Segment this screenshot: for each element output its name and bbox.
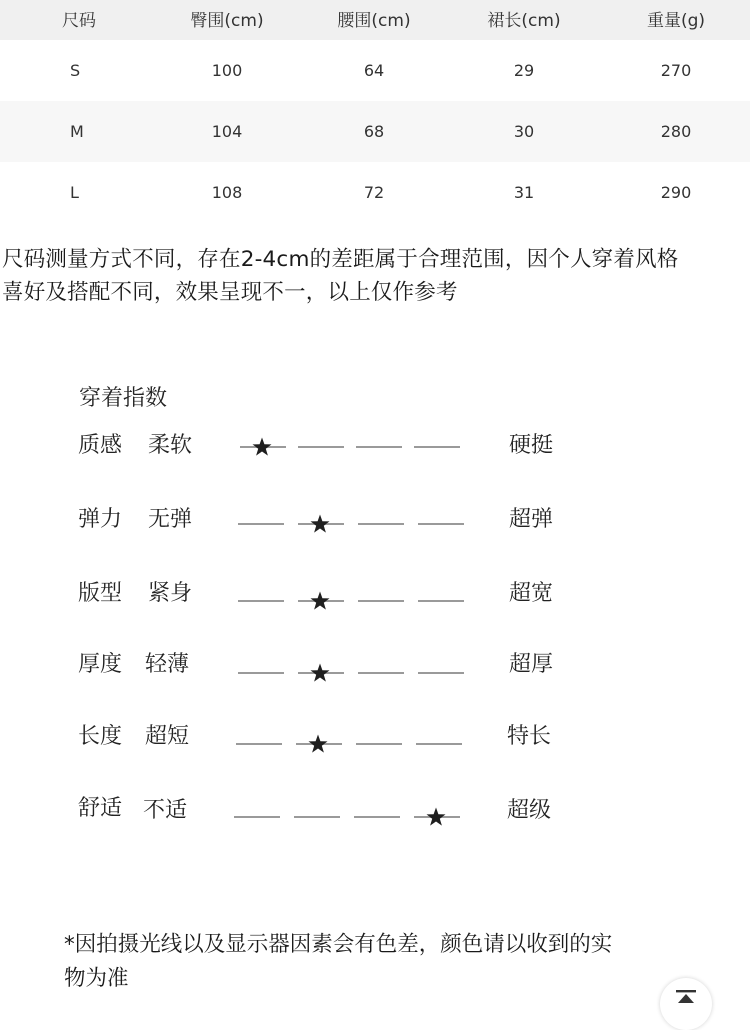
scale-segment xyxy=(418,600,464,602)
header-weight: 重量(g) xyxy=(646,11,706,31)
scale-right-label: 超级 xyxy=(507,798,552,823)
header-hip: 臀围(cm) xyxy=(190,11,264,31)
attribute-name: 版型 xyxy=(78,581,123,606)
scale-right-label: 特长 xyxy=(507,724,552,749)
attribute-name: 弹力 xyxy=(78,507,123,532)
scale-segment xyxy=(294,816,340,818)
cell-waist: 64 xyxy=(363,61,385,80)
star-icon xyxy=(426,807,446,827)
attribute-name: 厚度 xyxy=(78,652,123,677)
scale-left-label: 不适 xyxy=(143,798,188,823)
scale-segment xyxy=(416,743,462,745)
scale-segment xyxy=(238,672,284,674)
header-waist: 腰围(cm) xyxy=(337,11,411,31)
cell-hip: 104 xyxy=(211,122,243,141)
wear-index-row-fit xyxy=(0,577,750,611)
star-icon xyxy=(308,734,328,754)
scale-segment xyxy=(236,743,282,745)
scale-segment xyxy=(418,672,464,674)
size-table xyxy=(0,0,750,223)
cell-size: L xyxy=(70,183,79,202)
scale-segment xyxy=(238,523,284,525)
color-note-line-1: *因拍摄光线以及显示器因素会有色差，颜色请以收到的实 xyxy=(64,932,613,957)
cell-skirt-length: 29 xyxy=(513,61,535,80)
scale-segment xyxy=(356,743,402,745)
scale-segment xyxy=(356,446,402,448)
measurement-note xyxy=(2,243,748,309)
wear-index-row-texture xyxy=(0,429,750,463)
wear-index-row-length xyxy=(0,720,750,754)
scale-right-label: 硬挺 xyxy=(509,433,554,458)
scale-segment xyxy=(414,446,460,448)
scale-left-label: 紧身 xyxy=(148,581,193,606)
star-icon xyxy=(310,514,330,534)
color-note-line-2: 物为准 xyxy=(64,966,129,991)
cell-weight: 270 xyxy=(660,61,692,80)
back-to-top-button[interactable] xyxy=(660,978,712,1030)
color-difference-note xyxy=(64,928,704,996)
cell-skirt-length: 31 xyxy=(513,183,535,202)
table-row xyxy=(0,40,750,101)
cell-size: S xyxy=(70,61,81,80)
attribute-name: 质感 xyxy=(78,433,123,458)
star-icon xyxy=(252,437,272,457)
size-table-header xyxy=(0,0,750,40)
scale-segment xyxy=(358,672,404,674)
table-row xyxy=(0,162,750,223)
scale-right-label: 超厚 xyxy=(509,652,554,677)
cell-skirt-length: 30 xyxy=(513,122,535,141)
star-icon xyxy=(310,591,330,611)
scale-left-label: 轻薄 xyxy=(145,652,190,677)
scale-left-label: 柔软 xyxy=(148,433,193,458)
cell-waist: 72 xyxy=(363,183,385,202)
wear-index-title: 穿着指数 xyxy=(79,386,168,411)
cell-weight: 280 xyxy=(660,122,692,141)
scale-segment xyxy=(418,523,464,525)
measurement-note-line-2: 喜好及搭配不同，效果呈现不一，以上仅作参考 xyxy=(2,280,458,305)
header-skirt-length: 裙长(cm) xyxy=(487,11,561,31)
scale-left-label: 超短 xyxy=(145,724,190,749)
table-row xyxy=(0,101,750,162)
measurement-note-line-1: 尺码测量方式不同，存在2-4cm的差距属于合理范围，因个人穿着风格 xyxy=(2,247,679,272)
wear-index-row-elasticity xyxy=(0,503,750,537)
scale-right-label: 超宽 xyxy=(509,581,554,606)
scale-segment xyxy=(358,523,404,525)
header-size: 尺码 xyxy=(62,11,96,31)
attribute-name: 舒适 xyxy=(78,796,123,821)
cell-weight: 290 xyxy=(660,183,692,202)
star-icon xyxy=(310,663,330,683)
scale-segment xyxy=(354,816,400,818)
scale-segment xyxy=(358,600,404,602)
scale-left-label: 无弹 xyxy=(148,507,193,532)
cell-size: M xyxy=(70,122,84,141)
scale-segment xyxy=(298,446,344,448)
attribute-name: 长度 xyxy=(78,724,123,749)
cell-hip: 100 xyxy=(211,61,243,80)
scale-segment xyxy=(234,816,280,818)
cell-waist: 68 xyxy=(363,122,385,141)
scale-segment xyxy=(238,600,284,602)
scale-right-label: 超弹 xyxy=(509,507,554,532)
cell-hip: 108 xyxy=(211,183,243,202)
arrow-up-to-line-icon xyxy=(675,990,697,1004)
wear-index-row-thickness xyxy=(0,648,750,682)
wear-index-row-comfort xyxy=(0,794,750,828)
